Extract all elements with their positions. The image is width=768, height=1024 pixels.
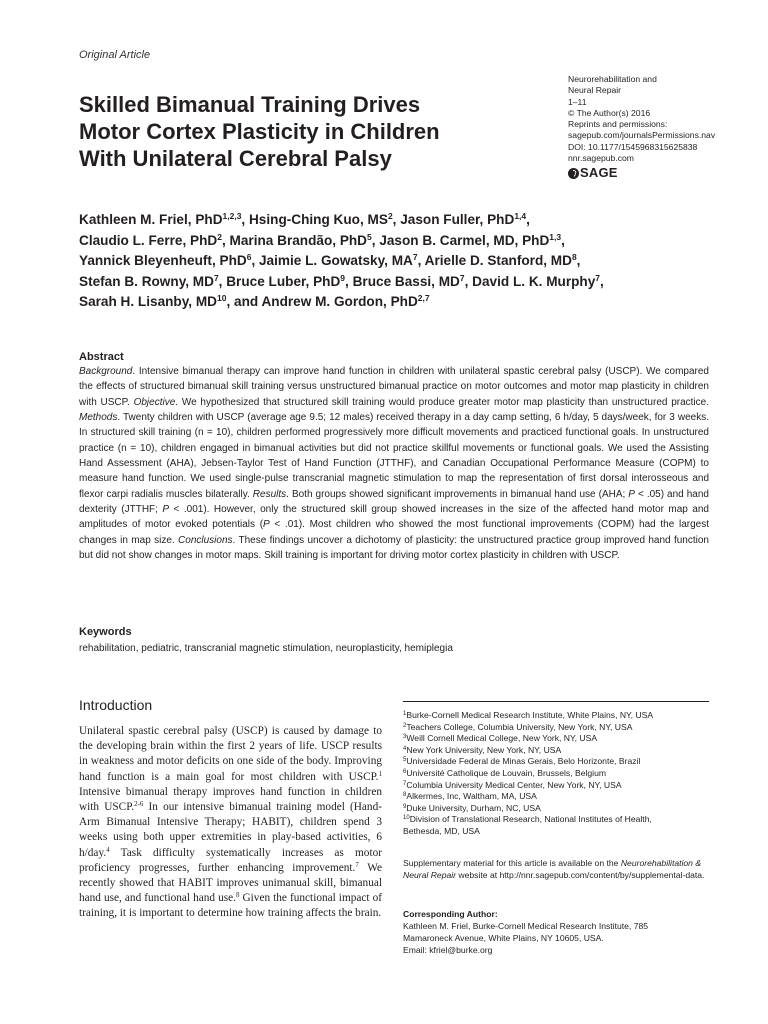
sage-logo <box>568 165 748 181</box>
keywords-heading: Keywords <box>79 626 132 638</box>
abstract-section-label: P <box>162 504 170 516</box>
author-separator: , <box>561 232 565 248</box>
author-affiliation-marker: 7 <box>213 272 219 283</box>
abstract-section-label: Methods <box>79 412 118 424</box>
affiliation-text: Weill Cornell Medical College, New York, NY, USA <box>406 733 598 744</box>
abstract-sentence: < .01). Most children who showed the most functional improvements (COPM) had the largest changes in map size. <box>79 519 709 546</box>
abstract-section-label: Objective <box>133 396 176 408</box>
author-affiliation-marker: 1,3 <box>549 231 562 242</box>
author-name: Stefan B. Rowny, MD <box>79 273 214 289</box>
journal-meta <box>568 74 748 179</box>
author-separator: , <box>241 212 249 227</box>
author-affiliation-marker: 7 <box>412 252 418 263</box>
affiliation-marker: 1 <box>403 711 407 717</box>
corresponding-author-email[interactable]: Email: kfriel@burke.org <box>403 944 493 955</box>
abstract-heading: Abstract <box>79 351 124 363</box>
citation-marker[interactable]: 4 <box>106 845 110 854</box>
affiliation-marker: 4 <box>403 745 407 752</box>
introduction-sentence: We recently showed that HABIT improves unimanual skill, bimanual hand use, and functional hand use. <box>79 861 382 905</box>
affiliation-text: New York University, New York, NY, USA <box>406 744 562 755</box>
affiliation-text: Université Catholique de Louvain, Brussels, Belgium <box>406 767 607 778</box>
abstract-sentence: . Both groups showed significant improvements in bimanual hand use (AHA; <box>286 488 629 500</box>
affiliation-item <box>403 745 713 757</box>
journal-meta-line: 1–11 <box>568 96 587 107</box>
author-affiliation-marker: 2,7 <box>417 293 430 304</box>
affiliation-text: Universidade Federal de Minas Gerais, Belo Horizonte, Brazil <box>406 756 641 767</box>
author-name: Hsing-Ching Kuo, MS <box>248 212 388 227</box>
author-separator: , <box>218 273 227 289</box>
author-list <box>79 210 719 313</box>
affiliation-text: Alkermes, Inc, Waltham, MA, USA <box>406 791 537 802</box>
abstract-sentence: . These findings uncover a dichotomy of plasticity: the unstructured practice group improved hand function but did not show changes in motor maps. Skill training is important for driving motor cortex plasticity in children with USCP. <box>79 534 709 562</box>
author-separator: , <box>464 273 473 289</box>
affiliation-marker: 9 <box>403 803 407 810</box>
author-affiliation-marker: 2 <box>387 211 393 221</box>
author-name: Kathleen M. Friel, PhD <box>79 212 223 227</box>
author-separator: , and <box>226 294 262 310</box>
author-affiliation-marker: 8 <box>571 252 577 263</box>
affiliation-item <box>403 814 713 826</box>
affiliation-text: Duke University, Durham, NC, USA <box>406 802 541 813</box>
journal-meta-line: Neurorehabilitation and <box>568 74 657 84</box>
affiliation-item <box>403 791 713 803</box>
affiliation-item <box>403 803 713 815</box>
affiliations-list <box>403 710 713 838</box>
journal-meta-line: © The Author(s) 2016 <box>568 107 651 118</box>
corresponding-author-info <box>403 921 713 956</box>
author-separator: , <box>392 212 401 227</box>
journal-name: Neurorehabilitation & Neural Repair <box>403 858 702 880</box>
author-name: Claudio L. Ferre, PhD <box>79 232 218 248</box>
abstract-text <box>79 364 709 563</box>
author-affiliation-marker: 1,4 <box>514 211 527 221</box>
supplementary-link[interactable]: website at http://nnr.sagepub.com/content/by/supplemental-data. <box>456 869 705 880</box>
author-name: Jason B. Carmel, MD, PhD <box>379 232 550 248</box>
author-affiliation-marker: 1,2,3 <box>222 211 242 221</box>
sage-logo-icon <box>568 168 579 179</box>
affiliation-item <box>403 710 713 722</box>
affiliation-text: Teachers College, Columbia University, New York, NY, USA <box>406 721 633 732</box>
affiliation-marker: 8 <box>403 792 407 799</box>
author-separator: , <box>251 253 259 269</box>
introduction-sentence: Intensive bimanual therapy improves hand function in children with USCP. <box>79 785 382 814</box>
citation-marker[interactable]: 2-6 <box>134 800 144 809</box>
author-separator: , <box>526 212 530 227</box>
affiliation-item <box>403 780 713 792</box>
author-name: Yannick Bleyenheuft, PhD <box>79 253 247 269</box>
affiliation-item <box>403 826 713 838</box>
author-separator: , <box>576 253 581 269</box>
supplementary-note <box>403 858 713 882</box>
affiliation-item <box>403 733 713 745</box>
affiliation-marker: 3 <box>403 734 407 741</box>
abstract-section-label: Background <box>79 366 133 377</box>
author-name: Sarah H. Lisanby, MD <box>79 294 217 310</box>
author-name: Andrew M. Gordon, PhD <box>261 294 418 310</box>
affiliation-marker: 10 <box>403 815 410 822</box>
author-affiliation-marker: 5 <box>367 231 372 242</box>
sage-logo-text: SAGE <box>580 165 618 181</box>
abstract-sentence: . Twenty children with USCP (average age 9.5; 12 males) received therapy in a day camp setting, 6 h/day, 5 days/week, for 3 weeks. In structured skill training (n = 10), children performed progressively more difficult movements and practiced functional goals. In unstructured practice (n = 10), children engaged in bimanual activities but did not practice skillful movements or functional goals. We used the Assisting Hand Assessment (AHA), Jebsen-Taylor Test of Hand Function (JTTHF), and Canadian Occupational Performance Measure (COPM) to measure hand function. We used single-pulse transcranial magnetic stimulation to map the representation of first dorsal interosseous and flexor carpi radialis muscles bilaterally. <box>79 412 709 500</box>
footnote-divider <box>403 701 709 702</box>
journal-meta-line: sagepub.com/journalsPermissions.nav <box>568 130 716 141</box>
abstract-section-label: Conclusions <box>178 534 233 546</box>
corresponding-author-heading: Corresponding Author: <box>403 909 498 919</box>
affiliation-marker: 5 <box>403 757 407 764</box>
affiliation-marker: 2 <box>403 722 407 729</box>
introduction-sentence: Given the functional impact of training, it is important to determine how training affects the brain. <box>79 892 382 920</box>
abstract-section-label: P <box>628 488 635 500</box>
author-separator: , <box>221 232 230 248</box>
introduction-sentence: Task difficulty systematically increases as motor proficiency progresses, further enhancing improvement. <box>79 846 382 874</box>
affiliation-text: Columbia University Medical Center, New York, NY, USA <box>406 779 622 790</box>
introduction-sentence: In our intensive bimanual training model (Hand-Arm Bimanual Intensive Therapy; HABIT), children spend 3 weeks using both upper extremities in play-based activities, 6 h/day. <box>79 801 382 859</box>
article-title: Skilled Bimanual Training Drives Motor Cortex Plasticity in Children With Unilateral Cerebral Palsy <box>79 92 440 171</box>
affiliation-item <box>403 756 713 768</box>
affiliation-item <box>403 768 713 780</box>
author-affiliation-marker: 2 <box>217 231 222 242</box>
author-name: Jason Fuller, PhD <box>400 212 515 227</box>
author-separator: , <box>600 273 604 289</box>
supplementary-text: Supplementary material for this article is available on the <box>403 858 621 868</box>
journal-meta-line: DOI: 10.1177/1545968315625838 <box>568 141 698 152</box>
author-affiliation-marker: 6 <box>246 252 252 263</box>
author-separator: , <box>417 253 425 269</box>
abstract-sentence: < .05) and hand dexterity (JTTHF; <box>79 488 709 516</box>
author-name: Jaimie L. Gowatsky, MA <box>259 253 413 269</box>
introduction-text <box>79 724 382 922</box>
author-separator: , <box>371 232 380 248</box>
journal-meta-line[interactable]: nnr.sagepub.com <box>568 153 634 164</box>
affiliation-marker: 7 <box>403 780 407 787</box>
citation-marker[interactable]: 1 <box>378 769 382 778</box>
author-affiliation-marker: 7 <box>459 272 465 283</box>
abstract-section-label: P <box>263 519 270 531</box>
author-affiliation-marker: 10 <box>216 293 227 304</box>
citation-marker[interactable]: 7 <box>355 860 359 869</box>
author-name: Bruce Luber, PhD <box>226 273 341 289</box>
author-affiliation-marker: 7 <box>595 272 601 283</box>
author-affiliation-marker: 9 <box>340 272 346 283</box>
corresponding-author-line: Mamaroneck Avenue, White Plains, NY 10605, USA. <box>403 932 604 943</box>
abstract-sentence: . Intensive bimanual therapy can improve hand function in children with unilateral spastic cerebral palsy (USCP). We compared the effects of structured bimanual skill training versus unstructured bimanual practice on motor outcomes and motor map plasticity in children with USCP. <box>79 366 709 408</box>
affiliation-item <box>403 722 713 734</box>
citation-marker[interactable]: 8 <box>235 891 240 900</box>
affiliation-text: Division of Translational Research, National Institutes of Health, <box>409 814 652 825</box>
abstract-section-label: Results <box>252 488 287 500</box>
abstract-sentence: < .001). However, only the structured skill group showed increases in the size of the affected hand motor map and amplitudes of motor evoked potentials ( <box>79 504 709 531</box>
abstract-sentence: . We hypothesized that structured skill training would produce greater motor map plasticity than unstructured practice. <box>175 396 709 408</box>
journal-meta-line: Neural Repair <box>568 85 622 96</box>
journal-meta-line: Reprints and permissions: <box>568 119 668 130</box>
author-name: Marina Brandão, PhD <box>229 232 368 248</box>
affiliation-text: Burke-Cornell Medical Research Institute, White Plains, NY, USA <box>406 710 654 720</box>
author-name: David L. K. Murphy <box>472 273 596 289</box>
author-name: Bruce Bassi, MD <box>352 273 460 289</box>
introduction-sentence: Unilateral spastic cerebral palsy (USCP) is caused by damage to the developing brain within the first 2 years of life. USCP results in weakness and motor deficits on one side of the body. Improving hand function is a main goal for most children with USCP. <box>79 725 382 783</box>
affiliation-marker: 6 <box>403 768 407 775</box>
article-type-label: Original Article <box>79 49 151 61</box>
corresponding-author-line: Kathleen M. Friel, Burke-Cornell Medical Research Institute, 785 <box>403 921 649 931</box>
keywords-list: rehabilitation, pediatric, transcranial magnetic stimulation, neuroplasticity, hemiplegia <box>79 643 453 654</box>
introduction-heading: Introduction <box>79 697 153 713</box>
author-name: Arielle D. Stanford, MD <box>424 253 572 269</box>
author-separator: , <box>345 273 353 289</box>
affiliation-text: Bethesda, MD, USA <box>403 825 480 836</box>
